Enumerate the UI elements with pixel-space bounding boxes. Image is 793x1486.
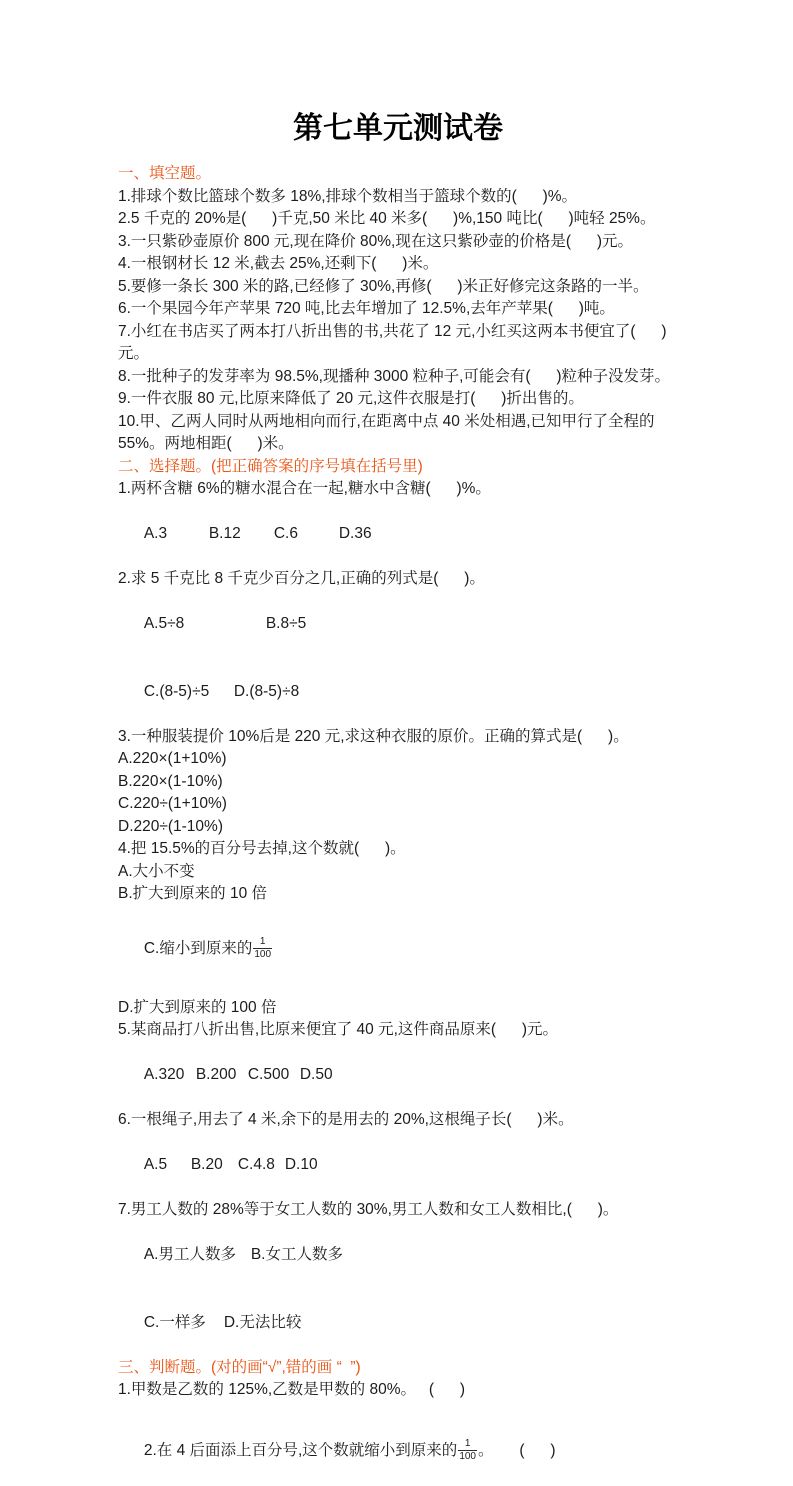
- fill-item-1: 1.排球个数比篮球个数多 18%,排球个数相当于篮球个数的( )%。: [118, 187, 578, 205]
- choice-q2-stem: 2.求 5 千克比 8 千克少百分之几,正确的列式是( )。: [118, 570, 485, 587]
- choice-q2-options-row1: [118, 591, 678, 659]
- choice-q7-options-row1: [118, 1222, 678, 1290]
- choice-q4-option-c: [118, 915, 678, 984]
- section-fill-header: 一、填空题。: [118, 165, 212, 182]
- judge-item-1: 1.甲数是乙数的 125%,乙数是甲数的 80%。 ( ): [118, 1381, 466, 1398]
- section-choice-header: 二、选择题。(把正确答案的序号填在括号里): [118, 457, 423, 475]
- choice-q3-option-c: C.220÷(1+10%): [118, 795, 227, 812]
- option-b: B.12: [208, 525, 241, 542]
- numerator: 1: [259, 936, 266, 947]
- option-c: C.(8-5)÷5: [143, 682, 210, 700]
- option-c: C.6: [273, 525, 298, 542]
- choice-q7-stem: 7.男工人数的 28%等于女工人数的 30%,男工人数和女工人数相比,( )。: [118, 1201, 619, 1218]
- choice-q6-stem: 6.一根绳子,用去了 4 米,余下的是用去的 20%,这根绳子长( )米。: [118, 1111, 574, 1128]
- option-b: B.女工人数多: [250, 1246, 343, 1263]
- option-c: C.500: [247, 1066, 290, 1083]
- choice-q3-stem: 3.一种服装提价 10%后是 220 元,求这种衣服的原价。正确的算式是( )。: [118, 727, 629, 745]
- fraction-one-hundredth: [253, 936, 272, 960]
- choice-q3-option-d: D.220÷(1-10%): [118, 817, 223, 835]
- choice-q1-stem: 1.两杯含糖 6%的糖水混合在一起,糖水中含糖( )%。: [118, 480, 491, 497]
- option-a: A.320: [143, 1066, 185, 1083]
- fraction-one-hundredth: [458, 1438, 477, 1462]
- fill-item-6: 6.一个果园今年产苹果 720 吨,比去年增加了 12.5%,去年产苹果( )吨。: [118, 300, 615, 317]
- option-b: B.8÷5: [265, 615, 307, 632]
- option-a: A.5: [143, 1156, 168, 1173]
- choice-q4-stem: 4.把 15.5%的百分号去掉,这个数就( )。: [118, 840, 406, 857]
- choice-q4-option-b: B.扩大到原来的 10 倍: [118, 885, 267, 902]
- choice-q3-option-a: A.220×(1+10%): [118, 750, 227, 767]
- judge-item-2: [118, 1417, 678, 1486]
- option-a: A.3: [143, 525, 168, 542]
- section-multiple-choice: [118, 456, 678, 1357]
- option-c: C.4.8: [237, 1156, 275, 1173]
- option-d: D.(8-5)÷8: [233, 682, 300, 700]
- section-true-false: [118, 1357, 678, 1486]
- fill-item-10: 10.甲、乙两人同时从两地相向而行,在距离中点 40 米处相遇,已知甲行了全程的 55%。两地相距( )米。: [118, 412, 659, 452]
- denominator: 100: [254, 948, 272, 960]
- option-b: B.20: [190, 1156, 223, 1173]
- option-d: D.36: [338, 525, 372, 542]
- option-c-text: C.缩小到原来的: [143, 940, 253, 958]
- judge-item-2-text: 2.在 4 后面添上百分号,这个数就缩小到原来的: [143, 1442, 458, 1460]
- fill-item-5: 5.要修一条长 300 米的路,已经修了 30%,再修( )米正好修完这条路的一半。: [118, 277, 649, 295]
- fill-item-8: 8.一批种子的发芽率为 98.5%,现播种 3000 粒种子,可能会有( )粒种子没发芽。: [118, 367, 671, 385]
- choice-q3-option-b: B.220×(1-10%): [118, 772, 223, 790]
- numerator: 1: [464, 1438, 471, 1449]
- option-d: D.无法比较: [223, 1313, 302, 1331]
- choice-q6-options: [118, 1132, 678, 1200]
- choice-q4-option-d: D.扩大到原来的 100 倍: [118, 998, 277, 1016]
- judge-item-2-tail: 。 ( ): [478, 1442, 556, 1460]
- denominator: 100: [459, 1450, 476, 1462]
- option-d: D.10: [284, 1156, 318, 1173]
- option-a: A.男工人数多: [143, 1246, 236, 1263]
- choice-q5-options: [118, 1042, 678, 1110]
- option-b: B.200: [195, 1066, 237, 1083]
- section-judge-header: 三、判断题。(对的画“√”,错的画 “ ”): [118, 1358, 361, 1376]
- choice-q5-stem: 5.某商品打八折出售,比原来便宜了 40 元,这件商品原来( )元。: [118, 1021, 559, 1038]
- page-title: 第七单元测试卷: [293, 112, 503, 145]
- choice-q4-option-a: A.大小不变: [118, 862, 195, 880]
- fill-item-9: 9.一件衣服 80 元,比原来降低了 20 元,这件衣服是打( )折出售的。: [118, 390, 584, 407]
- fill-item-4: 4.一根钢材长 12 米,截去 25%,还剩下( )米。: [118, 255, 439, 272]
- choice-q7-options-row2: [118, 1289, 678, 1357]
- fill-item-3: 3.一只紫砂壶原价 800 元,现在降价 80%,现在这只紫砂壶的价格是( )元。: [118, 232, 634, 250]
- fill-item-7: 7.小红在书店买了两本打八折出售的书,共花了 12 元,小红买这两本书便宜了( )元。: [118, 322, 667, 362]
- option-a: A.5÷8: [143, 615, 185, 632]
- option-d: D.50: [299, 1066, 333, 1083]
- choice-q2-options-row2: [118, 658, 678, 726]
- option-c: C.一样多: [143, 1313, 206, 1331]
- fill-item-2: 2.5 千克的 20%是( )千克,50 米比 40 米多( )%,150 吨比( )吨轻 25%。: [118, 210, 656, 227]
- test-paper: [118, 103, 678, 1486]
- choice-q1-options: [118, 501, 678, 569]
- section-fill-blanks: [118, 163, 678, 456]
